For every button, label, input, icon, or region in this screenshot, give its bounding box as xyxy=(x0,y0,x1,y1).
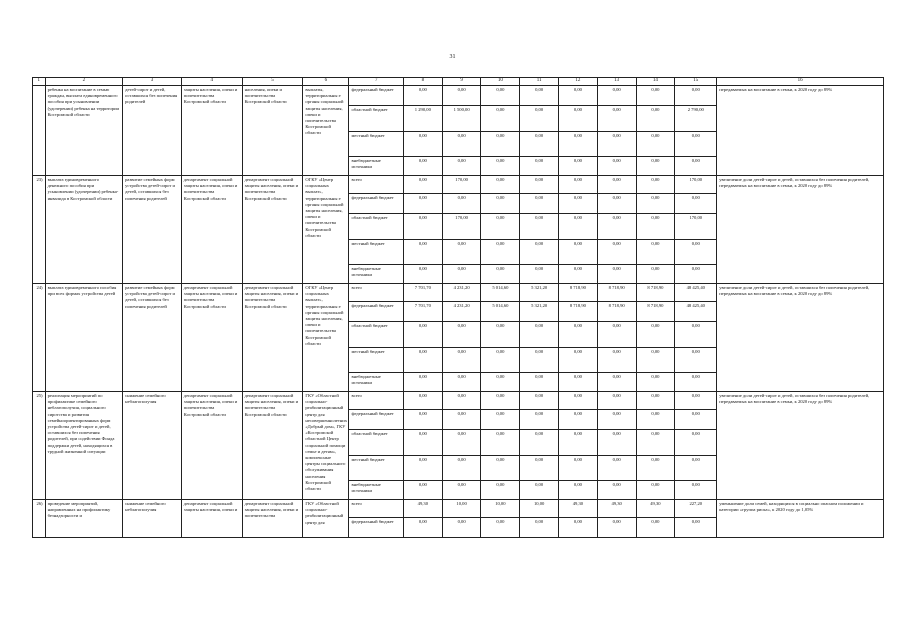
co-executor: населения, опеки и попечительства Костромской области xyxy=(242,86,303,176)
target-indicator: передаваемых на воспитание в семьи, к 2020 году до 89% xyxy=(717,86,884,176)
amount-cell: 0,00 xyxy=(636,240,675,265)
column-number-cell: 9 xyxy=(442,78,481,86)
amount-cell: 0,00 xyxy=(636,322,675,348)
column-number-cell: 8 xyxy=(403,78,442,86)
amount-cell: 0,00 xyxy=(520,265,559,284)
funding-source: местный бюджет xyxy=(349,348,403,373)
amount-cell: 2 790,00 xyxy=(675,106,717,132)
amount-cell: 8 718,90 xyxy=(559,284,598,302)
co-executor: департамент социальной защиты населения, опеки и попечительства Костромской области xyxy=(242,284,303,392)
amount-cell: 49,30 xyxy=(403,500,442,518)
column-number-cell: 6 xyxy=(303,78,349,86)
amount-cell: 0,00 xyxy=(559,194,598,214)
fund-recipient: выплаты, территориальны е органы социальной защиты населения, опеки и попечительства Костромской области xyxy=(303,86,349,176)
amount-cell: 0,00 xyxy=(636,214,675,240)
amount-cell: 0,00 xyxy=(675,132,717,157)
amount-cell: 7 701,70 xyxy=(403,284,442,302)
amount-cell: 0,00 xyxy=(442,265,481,284)
amount-cell: 0,00 xyxy=(481,456,520,481)
page-number: 31 xyxy=(449,54,456,60)
amount-cell: 48 425,40 xyxy=(675,302,717,322)
amount-cell: 0,00 xyxy=(675,456,717,481)
amount-cell: 0,00 xyxy=(559,410,598,430)
amount-cell: 0,00 xyxy=(597,176,636,194)
amount-cell: 0,00 xyxy=(442,481,481,500)
amount-cell: 0,00 xyxy=(559,214,598,240)
amount-cell: 0,00 xyxy=(675,265,717,284)
amount-cell: 0,00 xyxy=(636,481,675,500)
amount-cell: 0,00 xyxy=(597,373,636,392)
amount-cell: 0,00 xyxy=(597,456,636,481)
amount-cell: 0,00 xyxy=(520,410,559,430)
amount-cell: 0,00 xyxy=(481,106,520,132)
amount-cell: 0,00 xyxy=(403,265,442,284)
amount-cell: 0,00 xyxy=(559,518,598,538)
amount-cell: 49,30 xyxy=(597,500,636,518)
amount-cell: 0,00 xyxy=(636,348,675,373)
amount-cell: 4 231,20 xyxy=(442,284,481,302)
amount-cell: 0,00 xyxy=(442,194,481,214)
amount-cell: 0,00 xyxy=(481,214,520,240)
measure-purpose: снижение семейного неблагополучия xyxy=(123,392,182,500)
amount-cell: 0,00 xyxy=(403,481,442,500)
responsible-executor: департамент социальной защиты населения, опеки и попечительства Костромской области xyxy=(181,284,242,392)
table-row xyxy=(33,284,884,302)
amount-cell: 0,00 xyxy=(559,348,598,373)
co-executor: департамент социальной защиты населения, опеки и попечительства Костромской области xyxy=(242,176,303,284)
amount-cell: 0,00 xyxy=(403,456,442,481)
amount-cell: 0,00 xyxy=(481,176,520,194)
amount-cell: 10,00 xyxy=(481,500,520,518)
amount-cell: 0,00 xyxy=(481,392,520,410)
amount-cell: 5 014,60 xyxy=(481,302,520,322)
target-indicator: увеличение доли детей-сирот и детей, оставшихся без попечения родителей, передаваемых на воспитание в семьи, к 2020 году до 89% xyxy=(717,176,884,284)
amount-cell: 0,00 xyxy=(675,392,717,410)
amount-cell: 0,00 xyxy=(559,373,598,392)
funding-source: областной бюджет xyxy=(349,214,403,240)
co-executor: департамент социальной защиты населения, опеки и попечительства Костромской области xyxy=(242,392,303,500)
amount-cell: 0,00 xyxy=(481,194,520,214)
funding-source: всего xyxy=(349,392,403,410)
amount-cell: 0,00 xyxy=(636,194,675,214)
amount-cell: 0,00 xyxy=(636,176,675,194)
amount-cell: 0,00 xyxy=(559,240,598,265)
funding-source: всего xyxy=(349,500,403,518)
table-row xyxy=(33,500,884,518)
amount-cell: 0,00 xyxy=(442,430,481,456)
amount-cell: 0,00 xyxy=(675,410,717,430)
item-number: 25) xyxy=(33,392,46,500)
amount-cell: 0,00 xyxy=(481,157,520,176)
amount-cell: 0,00 xyxy=(559,106,598,132)
amount-cell: 8 718,90 xyxy=(636,302,675,322)
amount-cell: 0,00 xyxy=(597,392,636,410)
column-number-cell: 15 xyxy=(675,78,717,86)
amount-cell: 0,00 xyxy=(675,430,717,456)
amount-cell: 0,00 xyxy=(442,132,481,157)
amount-cell: 1 500,00 xyxy=(442,106,481,132)
amount-cell: 0,00 xyxy=(597,518,636,538)
amount-cell: 0,00 xyxy=(559,132,598,157)
amount-cell: 0,00 xyxy=(520,194,559,214)
amount-cell: 0,00 xyxy=(559,392,598,410)
amount-cell: 0,00 xyxy=(403,132,442,157)
amount-cell: 0,00 xyxy=(597,240,636,265)
funding-source: областной бюджет xyxy=(349,322,403,348)
amount-cell: 0,00 xyxy=(442,456,481,481)
amount-cell: 0,00 xyxy=(597,157,636,176)
funding-source: внебюджетные источники xyxy=(349,373,403,392)
funding-source: федеральный бюджет xyxy=(349,518,403,538)
amount-cell: 0,00 xyxy=(675,322,717,348)
column-number-cell: 14 xyxy=(636,78,675,86)
amount-cell: 0,00 xyxy=(403,86,442,106)
amount-cell: 5 014,60 xyxy=(481,284,520,302)
amount-cell: 0,00 xyxy=(520,430,559,456)
amount-cell: 0,00 xyxy=(442,518,481,538)
amount-cell: 0,00 xyxy=(481,430,520,456)
column-number-cell: 4 xyxy=(181,78,242,86)
amount-cell: 0,00 xyxy=(481,132,520,157)
amount-cell: 0,00 xyxy=(597,86,636,106)
amount-cell: 0,00 xyxy=(597,214,636,240)
amount-cell: 0,00 xyxy=(675,373,717,392)
amount-cell: 1 290,00 xyxy=(403,106,442,132)
responsible-executor: департамент социальной защиты населения, опеки и попечительства Костромской области xyxy=(181,176,242,284)
column-number-cell: 5 xyxy=(242,78,303,86)
amount-cell: 0,00 xyxy=(481,373,520,392)
amount-cell: 0,00 xyxy=(481,86,520,106)
amount-cell: 7 701,70 xyxy=(403,302,442,322)
amount-cell: 0,00 xyxy=(520,106,559,132)
amount-cell: 0,00 xyxy=(559,456,598,481)
column-number-cell: 3 xyxy=(123,78,182,86)
amount-cell: 8 718,90 xyxy=(559,302,598,322)
amount-cell: 0,00 xyxy=(636,392,675,410)
funding-source: местный бюджет xyxy=(349,240,403,265)
amount-cell: 0,00 xyxy=(675,86,717,106)
amount-cell: 0,00 xyxy=(636,410,675,430)
fund-recipient: ОГКУ «Центр социальных выплат», территориальны е органы социальной защиты населения, опеки и попечительства Костромской области xyxy=(303,176,349,284)
amount-cell: 0,00 xyxy=(559,265,598,284)
funding-source: федеральный бюджет xyxy=(349,410,403,430)
item-number: 23) xyxy=(33,176,46,284)
amount-cell: 0,00 xyxy=(520,348,559,373)
amount-cell: 0,00 xyxy=(442,373,481,392)
amount-cell: 0,00 xyxy=(403,392,442,410)
amount-cell: 0,00 xyxy=(403,176,442,194)
amount-cell: 0,00 xyxy=(520,322,559,348)
amount-cell: 0,00 xyxy=(559,86,598,106)
amount-cell: 49,30 xyxy=(559,500,598,518)
amount-cell: 4 231,20 xyxy=(442,302,481,322)
amount-cell: 0,00 xyxy=(636,132,675,157)
amount-cell: 0,00 xyxy=(597,322,636,348)
amount-cell: 8 718,90 xyxy=(636,284,675,302)
amount-cell: 5 321,20 xyxy=(520,284,559,302)
measure-purpose: снижение семейного неблагополучия xyxy=(123,500,182,538)
amount-cell: 170,00 xyxy=(442,214,481,240)
amount-cell: 0,00 xyxy=(520,373,559,392)
funding-source: местный бюджет xyxy=(349,132,403,157)
amount-cell: 0,00 xyxy=(597,348,636,373)
amount-cell: 0,00 xyxy=(636,456,675,481)
measure-name: проведение мероприятий, направленных на профилактику безнадзорности и xyxy=(45,500,123,538)
amount-cell: 0,00 xyxy=(559,176,598,194)
fund-recipient: ГКУ «Областной социально-реабилитационный центр для несовершеннолетних «Добрый дом», ГКУ «Костромской областной Центр социальной помощи семье и детям», комплексные центры социального обслуживания населения Костромской области xyxy=(303,392,349,500)
amount-cell: 0,00 xyxy=(403,214,442,240)
amount-cell: 0,00 xyxy=(403,157,442,176)
amount-cell: 0,00 xyxy=(520,214,559,240)
funding-source: местный бюджет xyxy=(349,456,403,481)
amount-cell: 0,00 xyxy=(520,392,559,410)
target-indicator: увеличение доли детей-сирот и детей, оставшихся без попечения родителей, передаваемых на воспитание в семьи, к 2020 году до 89% xyxy=(717,392,884,500)
fund-recipient: ГКУ «Областной социально-реабилитационный центр для xyxy=(303,500,349,538)
measure-name: выплата единовременного денежного пособия при усыновлении (удочерении) ребенка-инвалида в Костромской области xyxy=(45,176,123,284)
amount-cell: 48 425,40 xyxy=(675,284,717,302)
target-indicator: уменьшение доли семей, находящихся в социально опасном положении и категории «группа риска», к 2020 году до 1,05% xyxy=(717,500,884,538)
column-number-cell: 11 xyxy=(520,78,559,86)
amount-cell: 0,00 xyxy=(403,518,442,538)
amount-cell: 170,00 xyxy=(675,176,717,194)
measure-name: ребенка на воспитание в семью граждан, выплата единовременного пособия при усыновлении (удочерении) ребенка на территории Костромской области xyxy=(45,86,123,176)
amount-cell: 0,00 xyxy=(481,322,520,348)
item-number xyxy=(33,86,46,176)
amount-cell: 0,00 xyxy=(520,456,559,481)
table-row xyxy=(33,86,884,106)
funding-source: федеральный бюджет xyxy=(349,194,403,214)
table-row xyxy=(33,392,884,410)
amount-cell: 0,00 xyxy=(403,410,442,430)
amount-cell: 0,00 xyxy=(675,157,717,176)
amount-cell: 49,30 xyxy=(636,500,675,518)
amount-cell: 0,00 xyxy=(597,106,636,132)
amount-cell: 0,00 xyxy=(442,348,481,373)
amount-cell: 0,00 xyxy=(520,132,559,157)
amount-cell: 170,00 xyxy=(675,214,717,240)
amount-cell: 0,00 xyxy=(597,481,636,500)
amount-cell: 0,00 xyxy=(403,373,442,392)
amount-cell: 227,20 xyxy=(675,500,717,518)
amount-cell: 170,00 xyxy=(442,176,481,194)
responsible-executor: департамент социальной защиты населения, опеки и xyxy=(181,500,242,538)
amount-cell: 10,00 xyxy=(520,500,559,518)
amount-cell: 0,00 xyxy=(636,518,675,538)
amount-cell: 0,00 xyxy=(481,348,520,373)
co-executor: департамент социальной защиты населения, опеки и попечительства xyxy=(242,500,303,538)
column-number-row xyxy=(33,78,884,86)
amount-cell: 0,00 xyxy=(559,322,598,348)
funding-source: всего xyxy=(349,176,403,194)
amount-cell: 0,00 xyxy=(403,348,442,373)
amount-cell: 0,00 xyxy=(403,240,442,265)
amount-cell: 0,00 xyxy=(597,194,636,214)
amount-cell: 0,00 xyxy=(481,240,520,265)
amount-cell: 0,00 xyxy=(520,240,559,265)
amount-cell: 0,00 xyxy=(481,481,520,500)
amount-cell: 0,00 xyxy=(675,194,717,214)
column-number-cell: 12 xyxy=(559,78,598,86)
measure-purpose: развитие семейных форм устройства детей-сирот и детей, оставшихся без попечения родителей xyxy=(123,176,182,284)
funding-source: внебюджетные источники xyxy=(349,481,403,500)
column-number-cell: 16 xyxy=(717,78,884,86)
measure-purpose: развитие семейных форм устройства детей-сирот и детей, оставшихся без попечения родителей xyxy=(123,284,182,392)
amount-cell: 0,00 xyxy=(442,410,481,430)
funding-source: федеральный бюджет xyxy=(349,302,403,322)
amount-cell: 0,00 xyxy=(559,430,598,456)
column-number-cell: 2 xyxy=(45,78,123,86)
amount-cell: 0,00 xyxy=(675,481,717,500)
budget-table xyxy=(32,77,884,538)
amount-cell: 0,00 xyxy=(520,157,559,176)
amount-cell: 0,00 xyxy=(559,157,598,176)
amount-cell: 0,00 xyxy=(675,518,717,538)
funding-source: внебюджетные источники xyxy=(349,157,403,176)
amount-cell: 0,00 xyxy=(636,86,675,106)
measure-purpose: детей-сирот и детей, оставшихся без попечения родителей xyxy=(123,86,182,176)
amount-cell: 0,00 xyxy=(403,194,442,214)
funding-source: областной бюджет xyxy=(349,106,403,132)
amount-cell: 0,00 xyxy=(597,132,636,157)
amount-cell: 0,00 xyxy=(636,430,675,456)
target-indicator: увеличение доли детей-сирот и детей, оставшихся без попечения родителей, передаваемых на воспитание в семьи, к 2020 году до 89% xyxy=(717,284,884,392)
funding-source: всего xyxy=(349,284,403,302)
amount-cell: 0,00 xyxy=(597,265,636,284)
column-number-cell: 1 xyxy=(33,78,46,86)
amount-cell: 0,00 xyxy=(442,392,481,410)
fund-recipient: ОГКУ «Центр социальных выплат», территориальны е органы социальной защиты населения, опеки и попечительства Костромской области xyxy=(303,284,349,392)
amount-cell: 0,00 xyxy=(520,86,559,106)
column-number-cell: 10 xyxy=(481,78,520,86)
amount-cell: 0,00 xyxy=(520,176,559,194)
amount-cell: 0,00 xyxy=(675,348,717,373)
funding-source: федеральный бюджет xyxy=(349,86,403,106)
amount-cell: 0,00 xyxy=(636,157,675,176)
measure-name: реализация мероприятий по профилактике семейного неблагополучия, социального сиротства и развития семейноориентированных форм устройства детей-сирот и детей, оставшихся без попечения родителей, при содействии Фонда поддержки детей, находящихся в трудной жизненной ситуации xyxy=(45,392,123,500)
measure-name: выплата единовременного пособия при всех формах устройства детей xyxy=(45,284,123,392)
amount-cell: 0,00 xyxy=(481,518,520,538)
item-number: 24) xyxy=(33,284,46,392)
amount-cell: 0,00 xyxy=(403,322,442,348)
funding-source: внебюджетные источники xyxy=(349,265,403,284)
amount-cell: 8 718,90 xyxy=(597,302,636,322)
responsible-executor: департамент социальной защиты населения, опеки и попечительства Костромской области xyxy=(181,392,242,500)
amount-cell: 10,00 xyxy=(442,500,481,518)
table-row xyxy=(33,176,884,194)
amount-cell: 0,00 xyxy=(520,481,559,500)
amount-cell: 0,00 xyxy=(442,322,481,348)
amount-cell: 0,00 xyxy=(559,481,598,500)
amount-cell: 0,00 xyxy=(481,410,520,430)
amount-cell: 0,00 xyxy=(636,373,675,392)
amount-cell: 0,00 xyxy=(636,106,675,132)
amount-cell: 0,00 xyxy=(442,86,481,106)
amount-cell: 0,00 xyxy=(597,410,636,430)
amount-cell: 0,00 xyxy=(636,265,675,284)
funding-source: областной бюджет xyxy=(349,430,403,456)
amount-cell: 0,00 xyxy=(481,265,520,284)
amount-cell: 0,00 xyxy=(597,430,636,456)
item-number: 26) xyxy=(33,500,46,538)
amount-cell: 0,00 xyxy=(403,430,442,456)
amount-cell: 8 718,90 xyxy=(597,284,636,302)
responsible-executor: защиты населения, опеки и попечительства Костромской области xyxy=(181,86,242,176)
amount-cell: 0,00 xyxy=(675,240,717,265)
amount-cell: 0,00 xyxy=(442,157,481,176)
column-number-cell: 13 xyxy=(597,78,636,86)
column-number-cell: 7 xyxy=(349,78,403,86)
amount-cell: 0,00 xyxy=(442,240,481,265)
amount-cell: 5 321,20 xyxy=(520,302,559,322)
amount-cell: 0,00 xyxy=(520,518,559,538)
